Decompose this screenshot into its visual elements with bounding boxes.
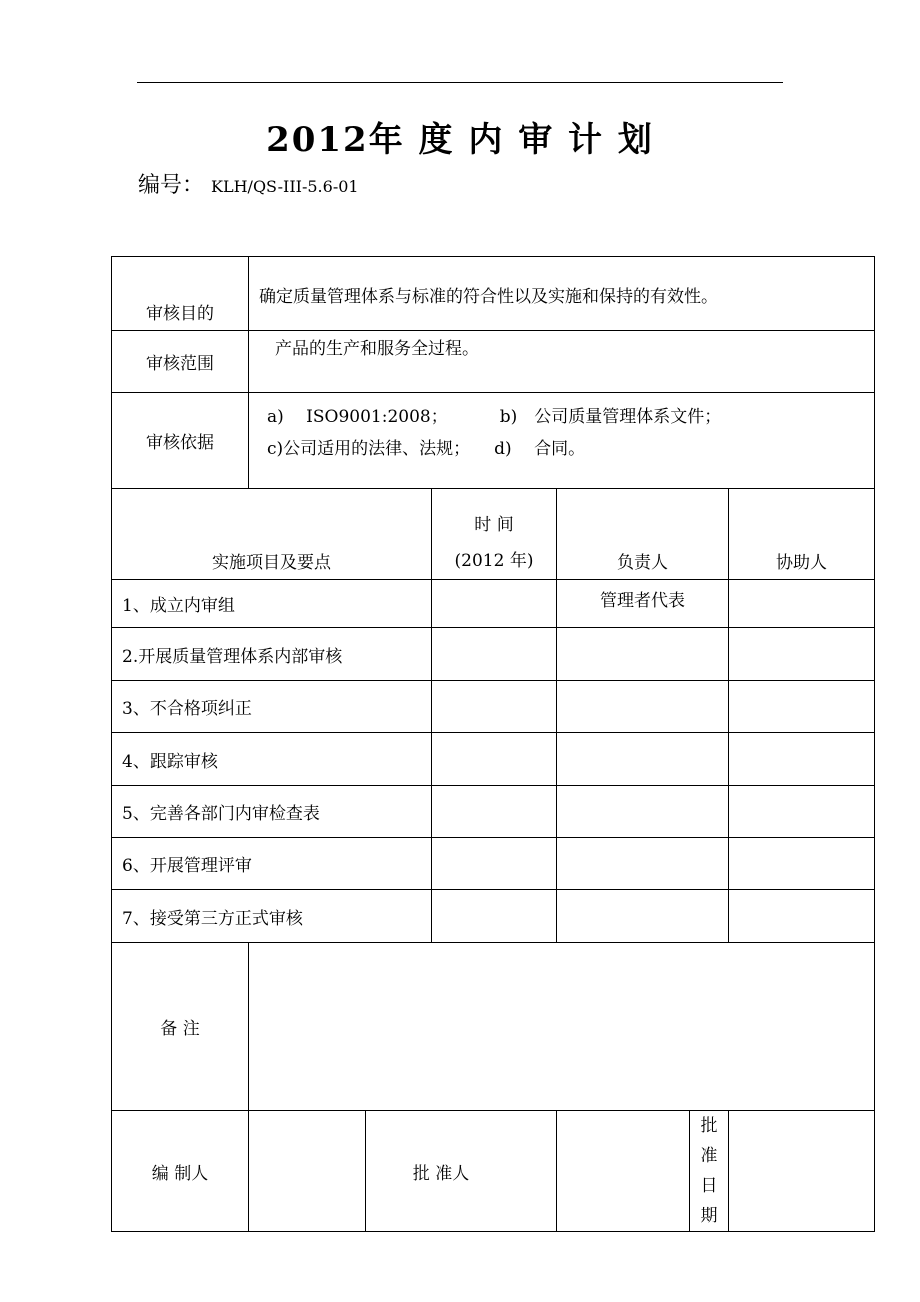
item-time-cell[interactable] (432, 580, 557, 628)
header-rule (137, 82, 783, 83)
approve-date-label (690, 1111, 729, 1232)
column-header-row (112, 489, 875, 580)
item-time-cell[interactable] (432, 890, 557, 943)
item-assistant-cell[interactable] (729, 681, 875, 733)
scope-row (112, 331, 875, 393)
table-row (112, 786, 875, 838)
table-row (112, 838, 875, 890)
item-name: 3、不合格项纠正 (112, 681, 432, 733)
item-name: 2.开展质量管理体系内部审核 (112, 628, 432, 681)
item-time-cell[interactable] (432, 838, 557, 890)
scope-label: 审核范围 (112, 331, 249, 393)
compiler-label: 编 制人 (112, 1111, 249, 1232)
basis-item-d: d) 合同。 (494, 439, 586, 459)
signature-row (112, 1111, 875, 1232)
item-time-cell[interactable] (432, 628, 557, 681)
item-assistant-cell[interactable] (729, 838, 875, 890)
item-column-header: 实施项目及要点 (112, 489, 432, 580)
basis-row (112, 393, 875, 489)
item-responsible[interactable] (557, 733, 729, 786)
table-row (112, 681, 875, 733)
item-responsible[interactable]: 管理者代表 (557, 580, 729, 628)
item-responsible[interactable] (557, 838, 729, 890)
basis-text[interactable] (249, 393, 875, 489)
document-number-label: 编号： (138, 173, 205, 198)
item-name: 6、开展管理评审 (112, 838, 432, 890)
table-row (112, 890, 875, 943)
document-number-value: KLH/QS-III-5.6-01 (211, 177, 359, 196)
approver-field[interactable] (557, 1111, 690, 1232)
item-name: 5、完善各部门内审检查表 (112, 786, 432, 838)
table-row (112, 733, 875, 786)
approve-date-label-top: 批 准 (700, 1116, 718, 1166)
time-header-top: 时 间 (474, 515, 514, 535)
item-assistant-cell[interactable] (729, 786, 875, 838)
scope-text[interactable]: 产品的生产和服务全过程。 (249, 331, 875, 393)
item-time-cell[interactable] (432, 681, 557, 733)
assistant-column-header: 协助人 (729, 489, 875, 580)
basis-item-a: a) ISO9001:2008； (267, 407, 448, 427)
item-time-cell[interactable] (432, 786, 557, 838)
basis-label: 审核依据 (112, 393, 249, 489)
responsible-column-header: 负责人 (557, 489, 729, 580)
approve-date-field[interactable] (729, 1111, 875, 1232)
item-responsible[interactable] (557, 628, 729, 681)
purpose-text[interactable]: 确定质量管理体系与标准的符合性以及实施和保持的有效性。 (249, 257, 875, 331)
approver-label: 批 准人 (366, 1111, 557, 1232)
time-column-header (432, 489, 557, 580)
item-name: 4、跟踪审核 (112, 733, 432, 786)
purpose-row (112, 257, 875, 331)
purpose-label: 审核目的 (112, 257, 249, 331)
approve-date-label-bottom: 日 期 (700, 1176, 718, 1226)
time-header-bottom: (2012 年) (454, 551, 534, 571)
item-responsible[interactable] (557, 681, 729, 733)
item-assistant-cell[interactable] (729, 628, 875, 681)
document-number (138, 168, 359, 199)
item-responsible[interactable] (557, 786, 729, 838)
compiler-field[interactable] (249, 1111, 366, 1232)
audit-plan-table (111, 256, 875, 1232)
remarks-field[interactable] (249, 943, 875, 1111)
item-time-cell[interactable] (432, 733, 557, 786)
item-responsible[interactable] (557, 890, 729, 943)
item-assistant-cell[interactable] (729, 890, 875, 943)
item-assistant-cell[interactable] (729, 580, 875, 628)
item-assistant-cell[interactable] (729, 733, 875, 786)
remarks-label: 备 注 (112, 943, 249, 1111)
basis-item-c: c)公司适用的法律、法规； (267, 439, 471, 459)
table-row (112, 628, 875, 681)
table-row (112, 580, 875, 628)
item-name: 1、成立内审组 (112, 580, 432, 628)
item-name: 7、接受第三方正式审核 (112, 890, 432, 943)
page-title: 2012年 度 内 审 计 划 (266, 120, 654, 160)
basis-item-b: b) 公司质量管理体系文件； (499, 407, 722, 427)
remarks-row (112, 943, 875, 1111)
